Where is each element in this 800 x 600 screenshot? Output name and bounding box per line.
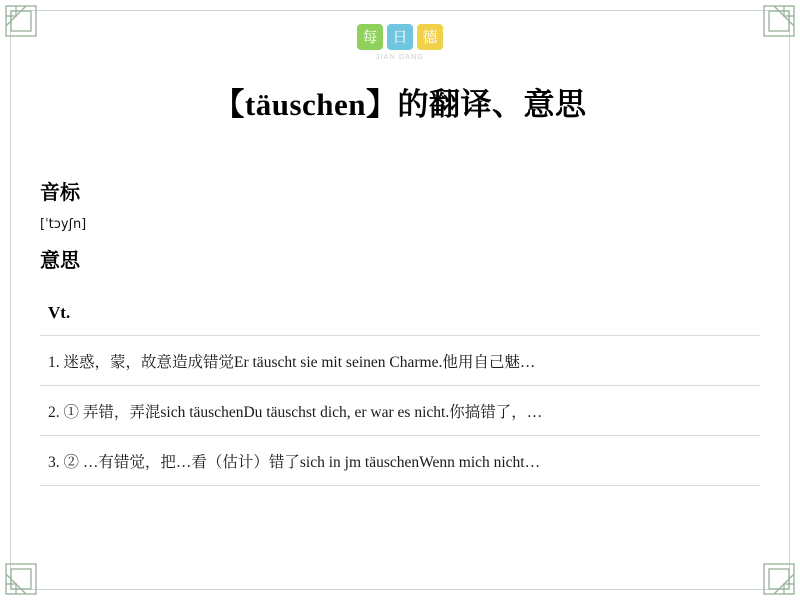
section-heading-meaning: 意思	[40, 250, 80, 272]
part-of-speech-label: Vt.	[48, 303, 71, 322]
document-content	[40, 18, 760, 580]
logo-char-3: 德	[417, 24, 443, 50]
logo-marks	[357, 24, 443, 50]
logo-subtitle: JIAN DANG	[375, 54, 425, 61]
list-item: 2. ① 弄错，弄混sich täuschenDu täuschst dich, er war es nicht.你搞错了，…	[40, 386, 760, 436]
logo-char-2: 日	[387, 24, 413, 50]
ornament-corner-bottom-left-icon	[4, 562, 38, 596]
page-title: 【täuschen】的翻译、意思	[213, 87, 587, 122]
definition-list	[40, 335, 760, 486]
ornament-corner-bottom-right-icon	[762, 562, 796, 596]
ornament-corner-top-left-icon	[4, 4, 38, 38]
section-heading-phonetic: 音标	[40, 182, 80, 204]
site-logo	[40, 24, 760, 61]
logo-char-1: 每	[357, 24, 383, 50]
list-item: 1. 迷惑，蒙，故意造成错觉Er täuscht sie mit seinen Charme.他用自己魅…	[40, 336, 760, 386]
list-item: 3. ② …有错觉，把…看（估计）错了sich in jm täuschenWenn mich nicht…	[40, 436, 760, 486]
ornament-corner-top-right-icon	[762, 4, 796, 38]
phonetic-transcription: [ˈtɔyʃn]	[40, 217, 87, 232]
